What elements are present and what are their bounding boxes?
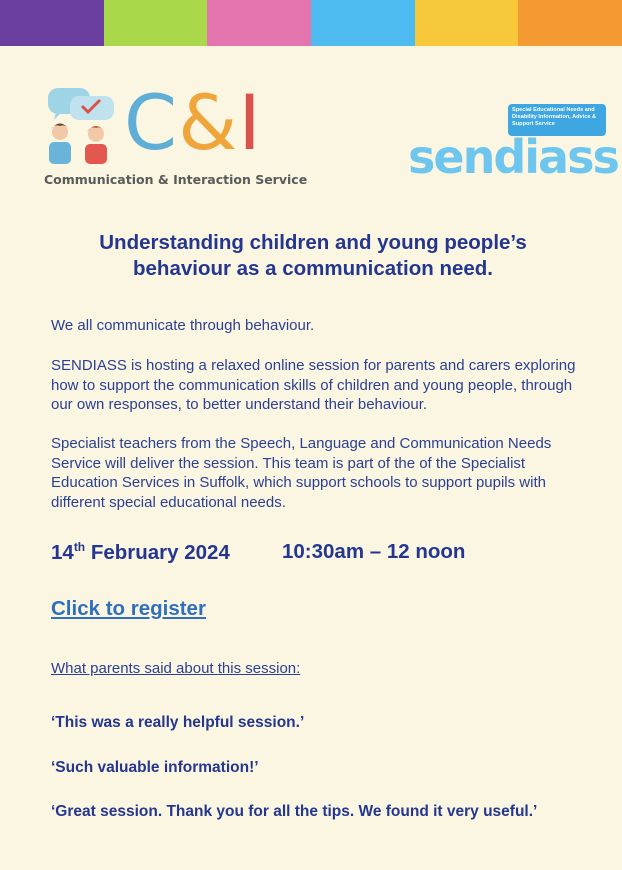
event-datetime <box>51 540 466 565</box>
session-description: SENDIASS is hosting a relaxed online session for parents and carers exploring how to support the communication skills of children and young people, through our own responses, to better understand their behaviour. <box>51 357 576 413</box>
event-time: 10:30am – 12 noon <box>282 540 466 563</box>
color-stripe-purple <box>0 0 104 46</box>
color-stripe-green <box>104 0 208 46</box>
testimonials-heading: What parents said about this session: <box>51 660 301 677</box>
ci-wordmark <box>124 78 262 168</box>
children-speech-bubble-icon <box>40 84 124 168</box>
title-line-2: behaviour as a communication need. <box>133 257 493 280</box>
color-stripe-orange <box>518 0 622 46</box>
sendiass-wordmark: sendiass <box>408 130 618 184</box>
ci-subtitle: Communication & Interaction Service <box>44 172 308 187</box>
testimonial-quote: ‘Such valuable information!’ <box>51 759 259 776</box>
event-day-suffix: th <box>73 540 86 554</box>
page-title <box>40 230 586 282</box>
ci-logo <box>40 78 310 194</box>
title-line-1: Understanding children and young people’s <box>99 231 527 254</box>
sendiass-tagline: Special Educational Needs and Disability Information, Advice & Support Service <box>508 104 606 136</box>
testimonial-quote: ‘This was a really helpful session.’ <box>51 714 305 731</box>
event-day: 14 <box>51 540 74 564</box>
testimonial-quote: ‘Great session. Thank you for all the tips. We found it very useful.’ <box>51 803 538 820</box>
ci-ampersand: & <box>178 78 239 167</box>
color-stripe-header <box>0 0 622 46</box>
event-month-year: February 2024 <box>85 540 230 564</box>
intro-paragraph: We all communicate through behaviour. <box>51 317 315 334</box>
ci-letter-c: C <box>124 78 179 167</box>
presenter-description: Specialist teachers from the Speech, Language and Communication Needs Service will deliver the session. This team is part of the of the Specialist Education Services in Suffolk, which support schools to support pupils with different special educational needs. <box>51 435 552 511</box>
ci-letter-i: I <box>238 78 262 167</box>
color-stripe-blue <box>311 0 415 46</box>
sendiass-logo <box>406 104 618 188</box>
color-stripe-pink <box>207 0 311 46</box>
register-link[interactable]: Click to register <box>51 597 206 620</box>
color-stripe-yellow <box>415 0 519 46</box>
